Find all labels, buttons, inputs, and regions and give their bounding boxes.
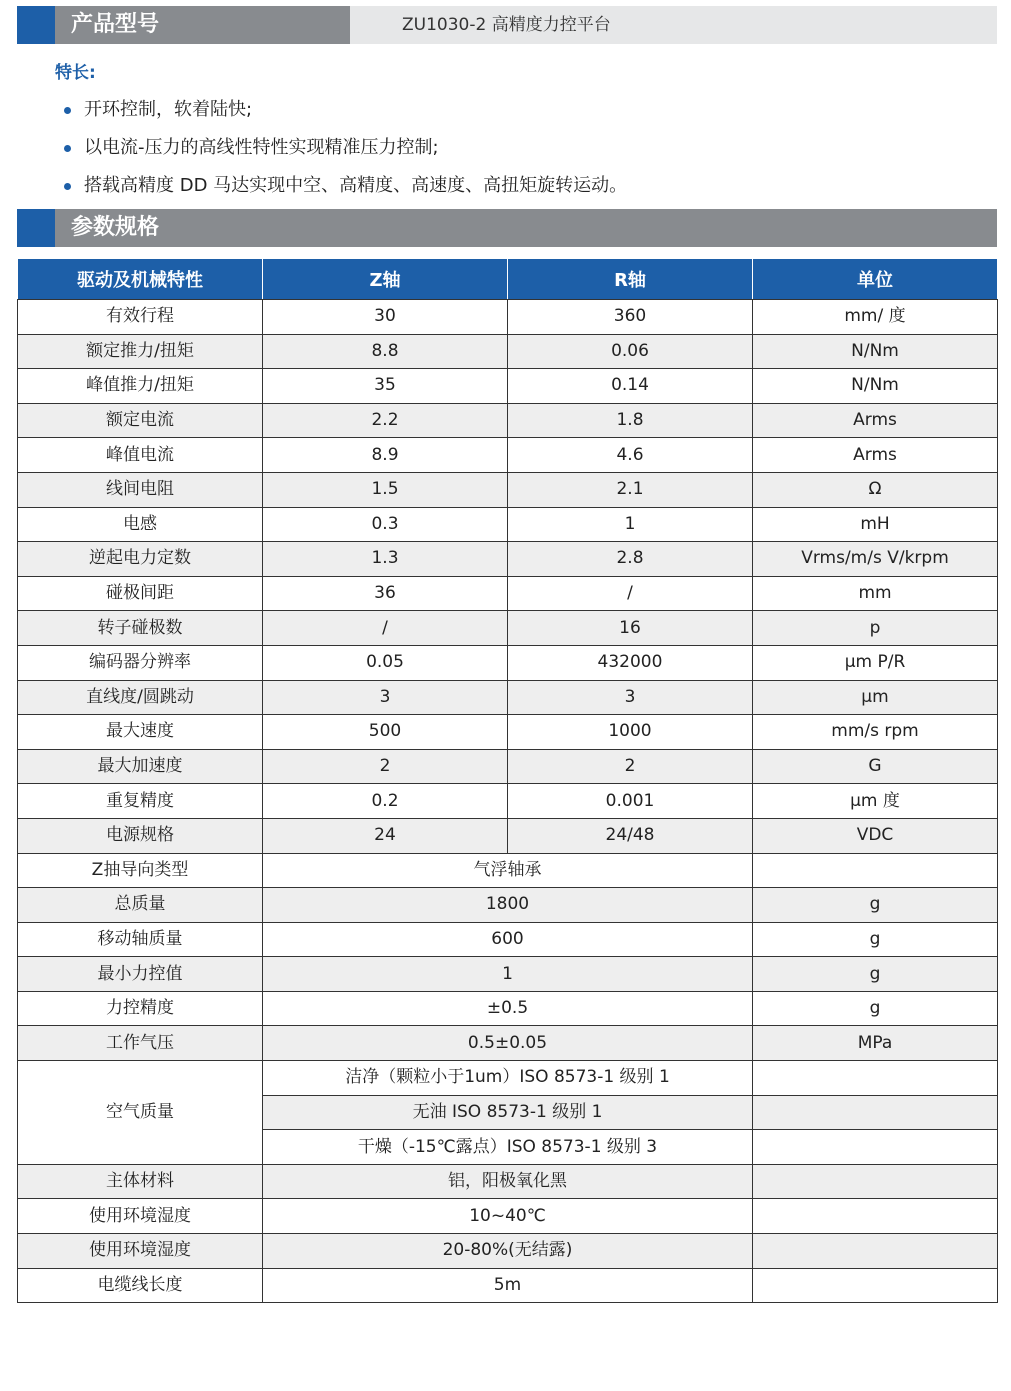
- table-cell: 8.8: [263, 334, 508, 369]
- table-row: [18, 1026, 998, 1061]
- table-cell: g: [753, 991, 998, 1026]
- spec-table-body: [18, 300, 998, 1303]
- table-row: [18, 542, 998, 577]
- table-cell: 24/48: [508, 818, 753, 853]
- table-cell: 1.8: [508, 403, 753, 438]
- table-cell: 峰值推力/扭矩: [18, 369, 263, 404]
- table-cell: p: [753, 611, 998, 646]
- feature-text: 搭载高精度 DD 马达实现中空、高精度、高速度、高扭矩旋转运动。: [84, 175, 628, 196]
- feature-text: 开环控制，软着陆快;: [84, 99, 253, 120]
- spec-table: [17, 258, 998, 1303]
- features-title: 特长:: [55, 63, 96, 83]
- table-cell: 空气质量: [18, 1061, 263, 1165]
- table-cell: 0.05: [263, 645, 508, 680]
- table-row: [18, 507, 998, 542]
- table-row: [18, 784, 998, 819]
- table-cell: 0.5±0.05: [263, 1026, 753, 1061]
- header-cell: Z轴: [263, 259, 508, 300]
- table-cell: 0.3: [263, 507, 508, 542]
- table-cell: Arms: [753, 438, 998, 473]
- model-bar: [17, 6, 997, 44]
- table-row: [18, 1061, 998, 1096]
- table-cell: 直线度/圆跳动: [18, 680, 263, 715]
- table-row: [18, 300, 998, 335]
- table-cell: [753, 853, 998, 888]
- table-cell: 移动轴质量: [18, 922, 263, 957]
- table-cell: 36: [263, 576, 508, 611]
- table-cell: 1: [508, 507, 753, 542]
- spec-bar: [17, 209, 997, 247]
- table-cell: 20-80%(无结露): [263, 1234, 753, 1269]
- spec-bar-accent: [17, 209, 55, 247]
- table-row: [18, 403, 998, 438]
- table-cell: /: [508, 576, 753, 611]
- table-cell: 逆起电力定数: [18, 542, 263, 577]
- table-row: [18, 922, 998, 957]
- table-cell: 电缆线长度: [18, 1268, 263, 1303]
- table-cell: [753, 1164, 998, 1199]
- table-cell: 2: [263, 749, 508, 784]
- table-cell: μm 度: [753, 784, 998, 819]
- table-cell: g: [753, 888, 998, 923]
- table-cell: [753, 1268, 998, 1303]
- table-cell: 电感: [18, 507, 263, 542]
- table-cell: 1.5: [263, 472, 508, 507]
- model-value: ZU1030-2 高精度力控平台: [350, 6, 997, 44]
- table-cell: μm: [753, 680, 998, 715]
- table-cell: 2.1: [508, 472, 753, 507]
- table-cell: 24: [263, 818, 508, 853]
- table-cell: N/Nm: [753, 334, 998, 369]
- table-cell: 3: [508, 680, 753, 715]
- bullet-icon: [64, 183, 71, 190]
- table-row: [18, 369, 998, 404]
- table-row: [18, 438, 998, 473]
- table-cell: 3: [263, 680, 508, 715]
- table-row: [18, 715, 998, 750]
- table-cell: 主体材料: [18, 1164, 263, 1199]
- table-cell: 工作气压: [18, 1026, 263, 1061]
- table-cell: 峰值电流: [18, 438, 263, 473]
- table-cell: 气浮轴承: [263, 853, 753, 888]
- table-cell: 1: [263, 957, 753, 992]
- table-cell: 最小力控值: [18, 957, 263, 992]
- table-cell: 额定推力/扭矩: [18, 334, 263, 369]
- table-cell: 铝，阳极氧化黑: [263, 1164, 753, 1199]
- spec-bar-title: 参数规格: [71, 215, 160, 240]
- table-cell: Z抽导向类型: [18, 853, 263, 888]
- table-cell: 360: [508, 300, 753, 335]
- table-cell: 8.9: [263, 438, 508, 473]
- table-row: [18, 991, 998, 1026]
- table-row: [18, 576, 998, 611]
- table-cell: 力控精度: [18, 991, 263, 1026]
- header-cell: R轴: [508, 259, 753, 300]
- table-cell: g: [753, 957, 998, 992]
- table-row: [18, 645, 998, 680]
- table-cell: Ω: [753, 472, 998, 507]
- table-row: [18, 334, 998, 369]
- table-cell: mm: [753, 576, 998, 611]
- table-cell: Arms: [753, 403, 998, 438]
- table-row: [18, 1199, 998, 1234]
- table-cell: G: [753, 749, 998, 784]
- table-cell: 线间电阻: [18, 472, 263, 507]
- table-cell: 4.6: [508, 438, 753, 473]
- table-cell: 有效行程: [18, 300, 263, 335]
- table-cell: 使用环境湿度: [18, 1199, 263, 1234]
- table-row: [18, 1164, 998, 1199]
- table-cell: [753, 1061, 998, 1096]
- table-cell: 转子碰极数: [18, 611, 263, 646]
- table-cell: Vrms/m/s V/krpm: [753, 542, 998, 577]
- table-header-row: [18, 259, 998, 300]
- table-cell: g: [753, 922, 998, 957]
- table-cell: 总质量: [18, 888, 263, 923]
- table-cell: 1800: [263, 888, 753, 923]
- table-cell: 500: [263, 715, 508, 750]
- header-cell: 驱动及机械特性: [18, 259, 263, 300]
- table-cell: 5m: [263, 1268, 753, 1303]
- bullet-icon: [64, 145, 71, 152]
- table-cell: 1000: [508, 715, 753, 750]
- table-cell: 使用环境湿度: [18, 1234, 263, 1269]
- table-cell: [753, 1095, 998, 1130]
- table-cell: 干燥（-15℃露点）ISO 8573-1 级别 3: [263, 1130, 753, 1165]
- table-cell: 洁净（颗粒小于1um）ISO 8573-1 级别 1: [263, 1061, 753, 1096]
- table-cell: [753, 1130, 998, 1165]
- table-cell: 0.06: [508, 334, 753, 369]
- feature-item: [64, 129, 627, 167]
- table-cell: N/Nm: [753, 369, 998, 404]
- table-cell: 2: [508, 749, 753, 784]
- table-cell: mm/s rpm: [753, 715, 998, 750]
- table-cell: 432000: [508, 645, 753, 680]
- table-cell: 10~40℃: [263, 1199, 753, 1234]
- table-cell: 最大加速度: [18, 749, 263, 784]
- table-row: [18, 853, 998, 888]
- table-cell: 0.2: [263, 784, 508, 819]
- table-cell: 2.2: [263, 403, 508, 438]
- table-cell: /: [263, 611, 508, 646]
- feature-text: 以电流-压力的高线性特性实现精准压力控制;: [84, 137, 439, 158]
- table-cell: [753, 1234, 998, 1269]
- features-list: [64, 91, 627, 205]
- table-row: [18, 957, 998, 992]
- table-cell: 额定电流: [18, 403, 263, 438]
- table-cell: mH: [753, 507, 998, 542]
- table-cell: 碰极间距: [18, 576, 263, 611]
- table-cell: 电源规格: [18, 818, 263, 853]
- header-cell: 单位: [753, 259, 998, 300]
- table-cell: 16: [508, 611, 753, 646]
- table-row: [18, 818, 998, 853]
- table-cell: VDC: [753, 818, 998, 853]
- table-row: [18, 472, 998, 507]
- table-cell: 无油 ISO 8573-1 级别 1: [263, 1095, 753, 1130]
- table-cell: μm P/R: [753, 645, 998, 680]
- table-row: [18, 611, 998, 646]
- table-cell: 2.8: [508, 542, 753, 577]
- model-bar-title: 产品型号: [71, 12, 160, 37]
- model-bar-accent: [17, 6, 55, 44]
- bullet-icon: [64, 107, 71, 114]
- table-row: [18, 888, 998, 923]
- table-cell: 600: [263, 922, 753, 957]
- feature-item: [64, 167, 627, 205]
- table-row: [18, 749, 998, 784]
- table-cell: 重复精度: [18, 784, 263, 819]
- table-cell: 1.3: [263, 542, 508, 577]
- table-cell: mm/ 度: [753, 300, 998, 335]
- table-cell: 30: [263, 300, 508, 335]
- table-row: [18, 680, 998, 715]
- table-cell: 最大速度: [18, 715, 263, 750]
- table-cell: 0.001: [508, 784, 753, 819]
- table-cell: 编码器分辨率: [18, 645, 263, 680]
- table-cell: 35: [263, 369, 508, 404]
- table-cell: [753, 1199, 998, 1234]
- table-cell: MPa: [753, 1026, 998, 1061]
- table-row: [18, 1268, 998, 1303]
- table-cell: ±0.5: [263, 991, 753, 1026]
- feature-item: [64, 91, 627, 129]
- table-cell: 0.14: [508, 369, 753, 404]
- table-row: [18, 1234, 998, 1269]
